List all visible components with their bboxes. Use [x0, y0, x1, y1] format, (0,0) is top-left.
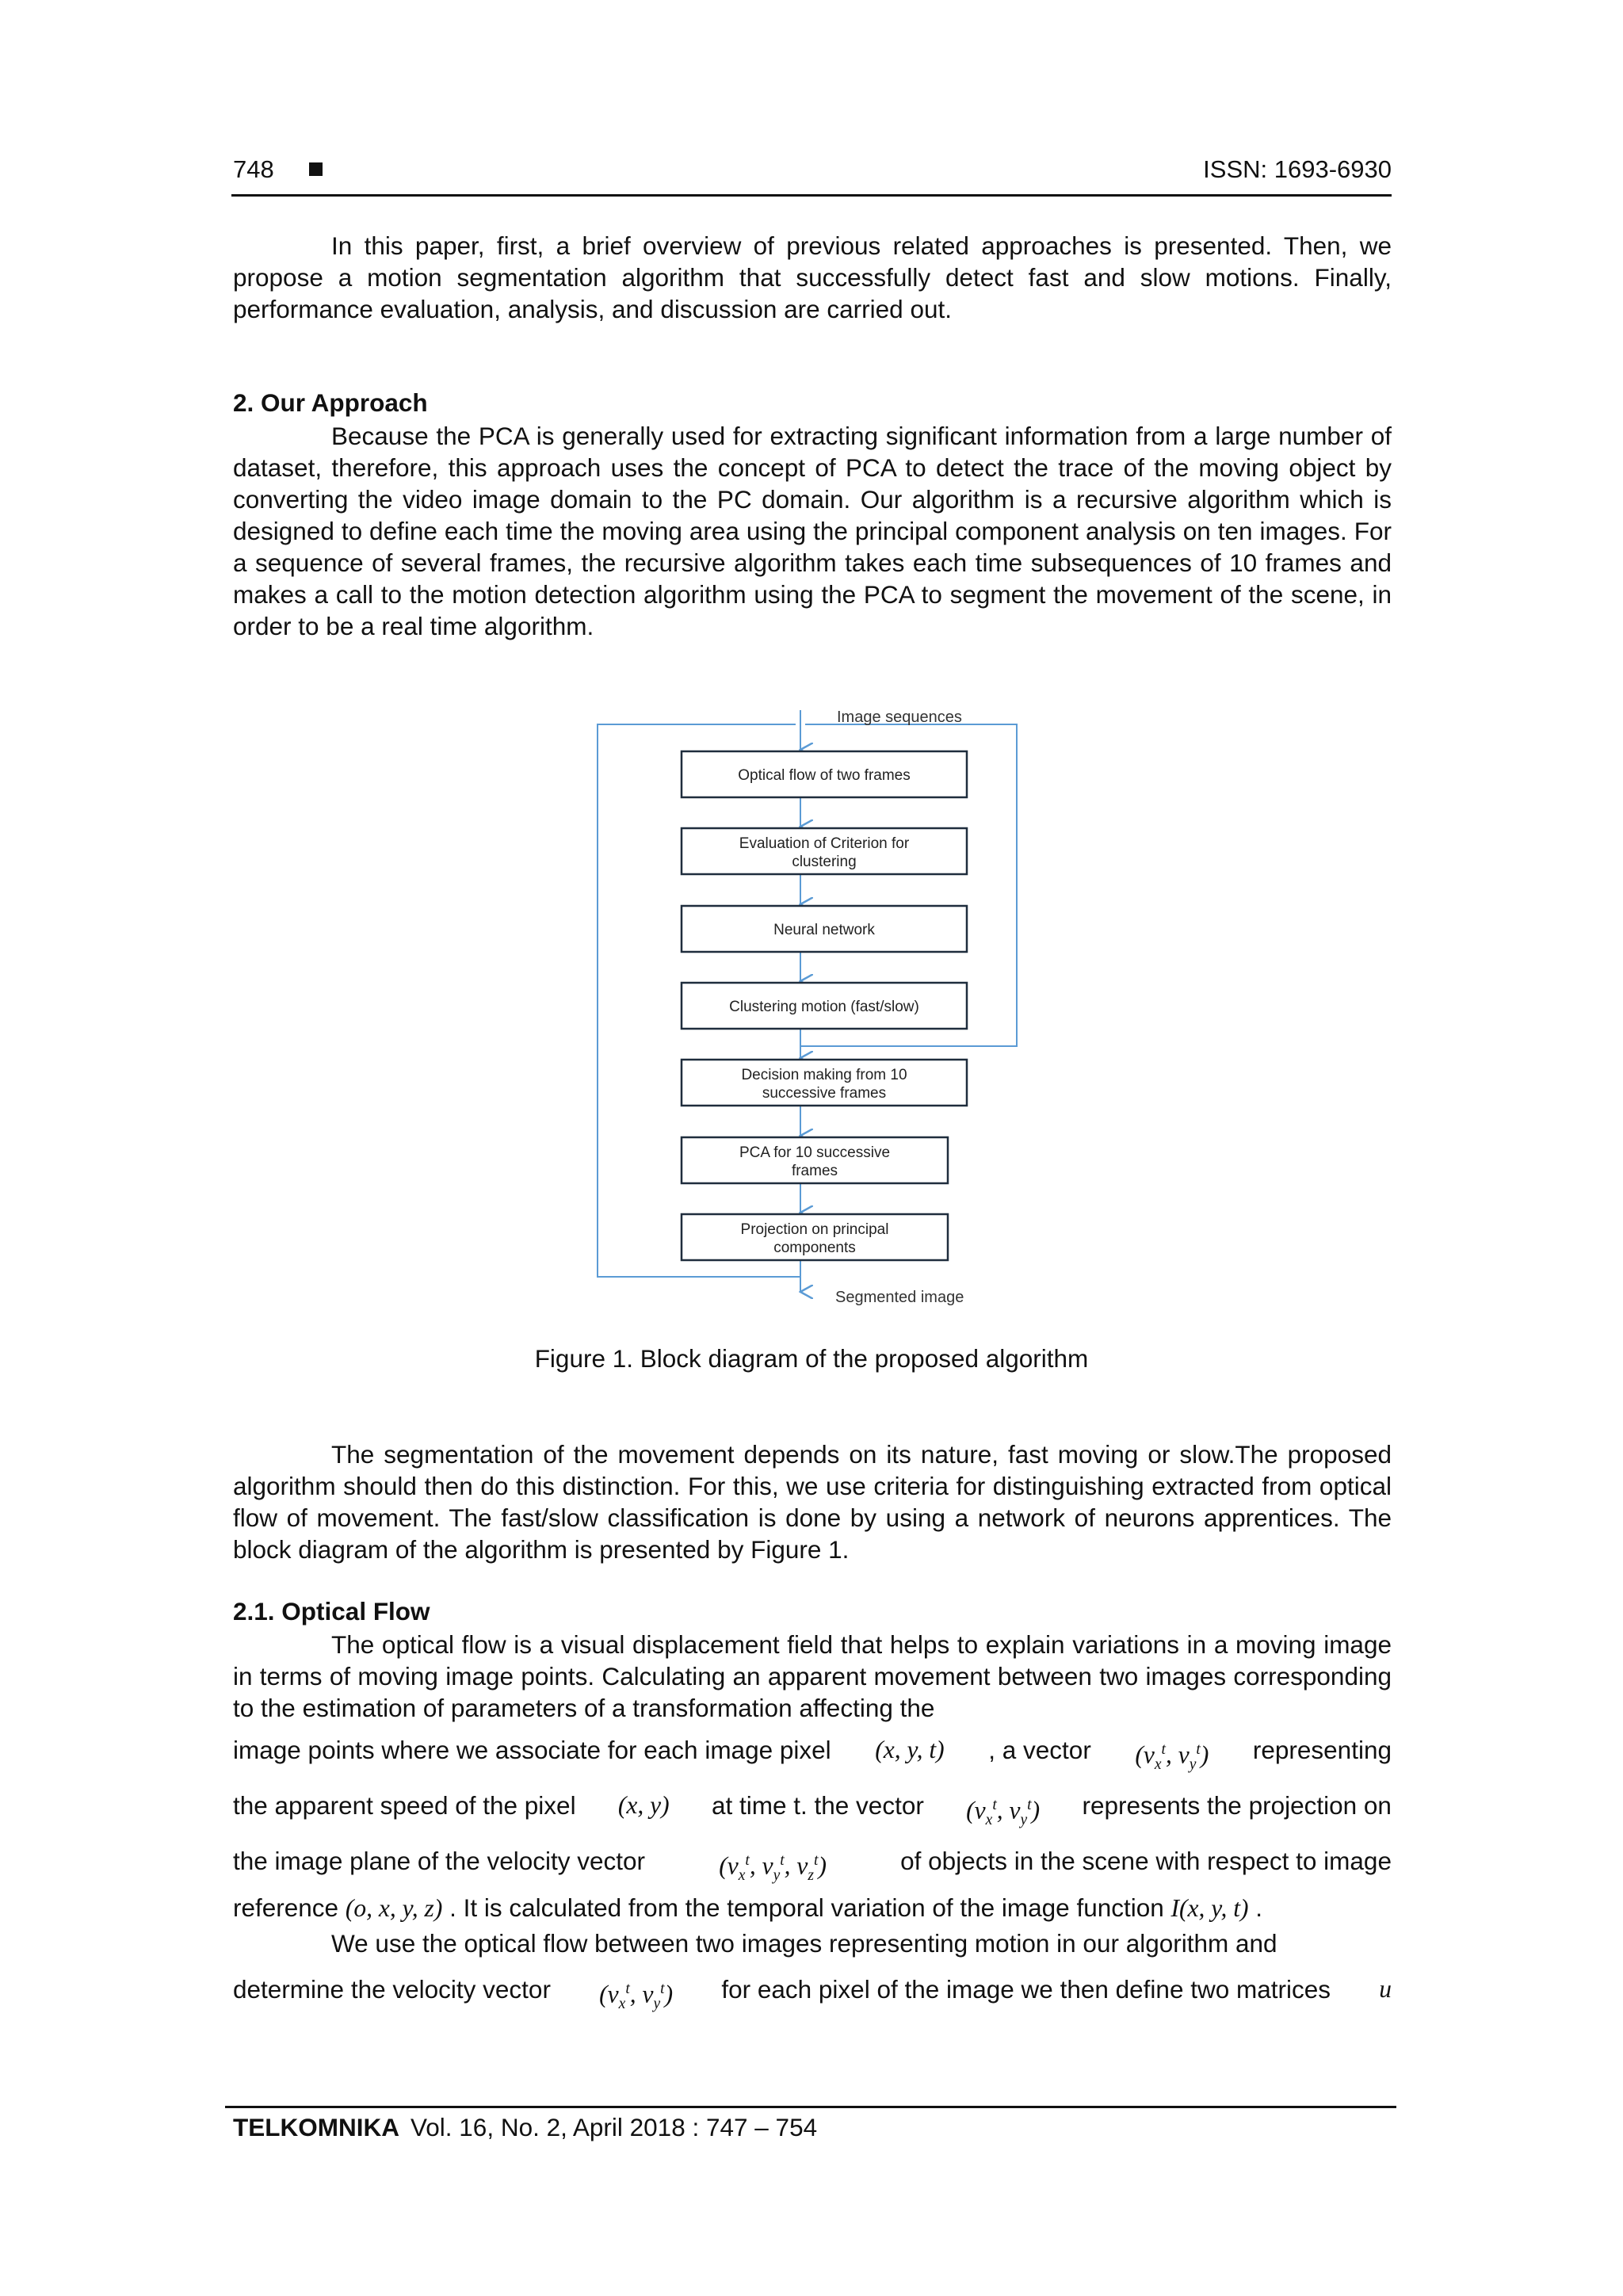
block-diagram — [586, 697, 1030, 1316]
section-2-paragraph: Because the PCA is generally used for extracting significant information from a large number of dataset, therefore, this approach uses the concept of PCA to detect the trace of the moving object by converting the video image domain to the PC domain. Our algorithm is a recursive algorithm which is designed to define each time the moving area using the principal component analysis on ten images. For a sequence of several frames, the recursive algorithm takes each time subsequences of 10 frames and makes a call to the motion detection algorithm using the PCA to segment the movement of the scene, in order to be a real time algorithm. — [233, 422, 1392, 640]
block-box — [682, 1060, 967, 1106]
math-vector-vxvy-3: ($v_x^t$, $v_y^t$) — [599, 1980, 674, 2012]
block-label: frames — [791, 1163, 838, 1179]
input-label: Image sequences — [837, 709, 962, 726]
optical-flow-paragraph: The optical flow is a visual displacement field that helps to explain variations in a moving image in terms of moving image points. Calculating an apparent movement between two images corresponding to the estimation of parameters of a transformation affecting the — [233, 1630, 1392, 1722]
math-matrix-u: u — [1379, 1975, 1392, 2003]
math-image-function: I(x, y, t) — [1170, 1894, 1249, 1922]
page-number: 748 — [233, 155, 323, 184]
footer-rule — [225, 2106, 1396, 2108]
block-box — [682, 1137, 948, 1183]
footer — [233, 2113, 817, 2142]
math-vector-vxvy: ($v_x^t$, $v_y^t$) — [1135, 1740, 1209, 1773]
math-pixel-xy: (x, y) — [617, 1791, 670, 1819]
block-label: components — [773, 1240, 856, 1256]
section-2-heading: 2. Our Approach — [233, 388, 428, 417]
block-box — [682, 751, 967, 797]
intro-paragraph: In this paper, first, a brief overview of previous related approaches is presented. Then, we propose a motion segmentation algorithm that successfully detect fast and slow motions. Finally, performance evaluation, analysis, and discussion are carried out. — [233, 231, 1392, 323]
header-rule — [231, 194, 1392, 197]
optical-flow-line-9: determine the velocity vector ($v_x^t$, $v_y^t$) for each pixel of the image we then define two matrices u — [233, 1973, 1392, 2020]
block-box — [682, 983, 967, 1029]
optical-flow-line-5: the apparent speed of the pixel (x, y) at time t. the vector ($v_x^t$, $v_y^t$) represents the projection on — [233, 1790, 1392, 1836]
block-label: Projection on principal — [740, 1221, 889, 1238]
math-vector-vxvyvz: ($v_x^t$, $v_y^t$, $v_z^t$) — [719, 1851, 827, 1884]
optical-flow-line-4: image points where we associate for each image pixel (x, y, t) , a vector ($v_x^t$, $v_y^t$) representing — [233, 1734, 1392, 1781]
block-label: Decision making from 10 — [741, 1067, 907, 1083]
math-pixel-xyt: (x, y, t) — [875, 1736, 945, 1763]
block-label: Clustering motion (fast/slow) — [729, 999, 919, 1015]
math-reference-oxyz: (o, x, y, z) — [345, 1894, 443, 1922]
block-label: clustering — [792, 854, 857, 870]
header-square-icon — [309, 162, 323, 176]
figure-discussion-paragraph: The segmentation of the movement depends on its nature, fast moving or slow.The proposed algorithm should then do this distinction. For this, we use criteria for distinguishing extracted from optical flow of movement. The fast/slow classification is done by using a network of neurons apprentices. The block diagram of the algorithm is presented by Figure 1. — [233, 1440, 1392, 1564]
optical-flow-line-6: the image plane of the velocity vector ($v_x^t$, $v_y^t$, $v_z^t$) of objects in the scene with respect to image — [233, 1845, 1392, 1892]
optical-flow-line-8: We use the optical flow between two images representing motion in our algorithm and — [331, 1929, 1277, 1958]
citation: Vol. 16, No. 2, April 2018 : 747 – 754 — [410, 2113, 818, 2141]
section-2-1-heading: 2.1. Optical Flow — [233, 1597, 430, 1626]
block-box — [682, 906, 967, 952]
block-box — [682, 828, 967, 874]
optical-flow-line-7: reference (o, x, y, z) . It is calculated from the temporal variation of the image function I(x, y, t) . — [233, 1893, 1263, 1922]
issn: ISSN: 1693-6930 — [1203, 155, 1392, 183]
block-label: Evaluation of Criterion for — [739, 835, 910, 852]
block-box — [682, 1214, 948, 1260]
block-label: Neural network — [773, 922, 875, 938]
block-label: PCA for 10 successive — [739, 1144, 891, 1161]
math-vector-vxvy-2: ($v_x^t$, $v_y^t$) — [966, 1796, 1041, 1828]
figure-caption: Figure 1. Block diagram of the proposed algorithm — [534, 1344, 1089, 1373]
block-label: successive frames — [762, 1085, 887, 1102]
journal-name: TELKOMNIKA — [233, 2113, 399, 2141]
output-label: Segmented image — [835, 1289, 964, 1306]
block-label: Optical flow of two frames — [738, 767, 911, 784]
